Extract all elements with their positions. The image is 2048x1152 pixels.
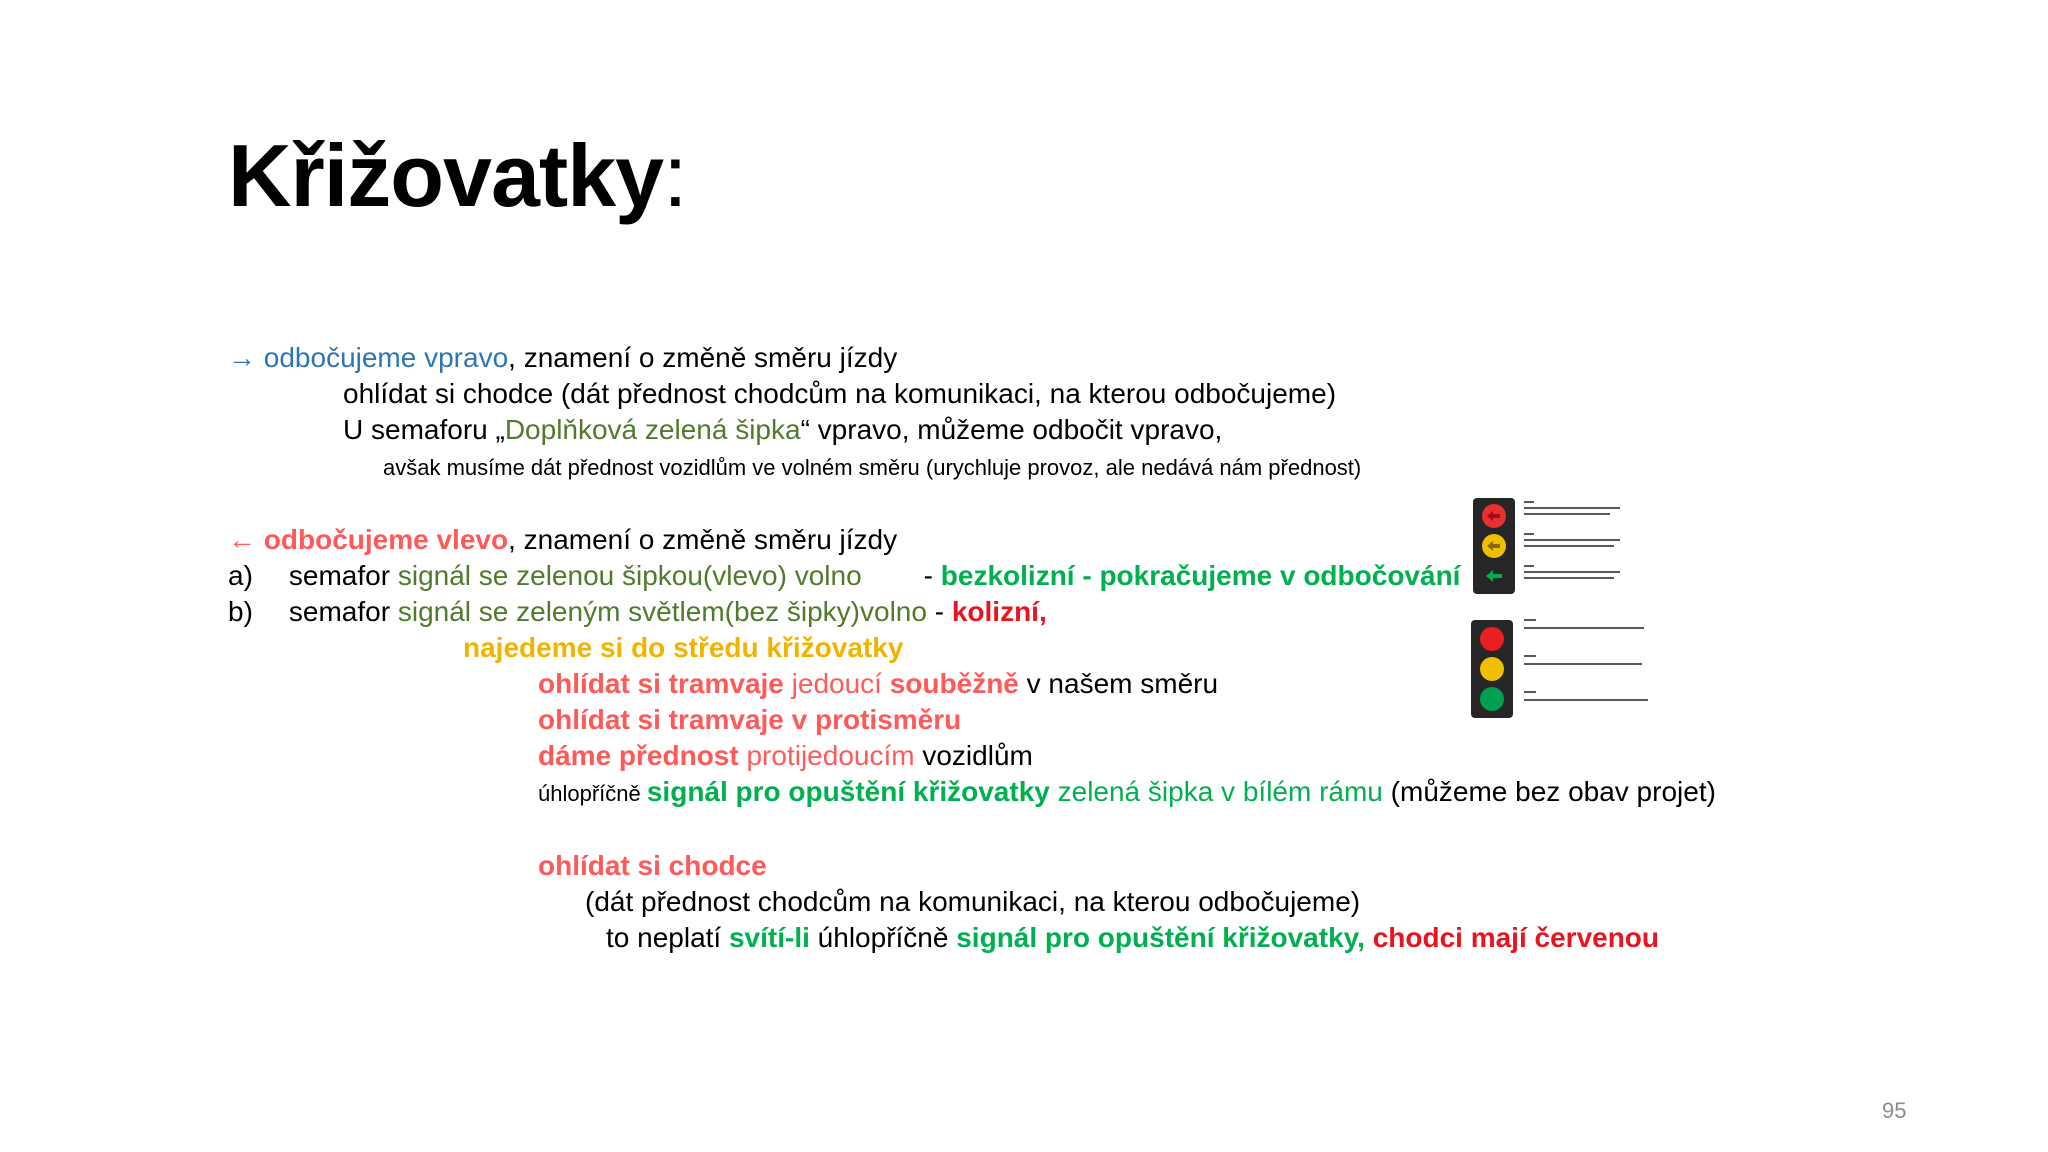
pedestrians-exception: to neplatí svítí-li úhlopříčně signál pro opuštění křižovatky, chodci mají červenou xyxy=(606,922,1660,953)
yield-oncoming: dáme přednost protijedoucím vozidlům xyxy=(538,740,1033,771)
red-lamp-icon xyxy=(1480,627,1504,651)
legend-scribble-2-icon xyxy=(1524,618,1654,714)
list-item-b: b) semafor signál se zeleným světlem(bez šipky)volno - kolizní, xyxy=(228,596,1047,627)
left-turn-heading: ← odbočujeme vlevo, znamení o změně směru jízdy xyxy=(228,524,898,555)
traffic-light-legend-2 xyxy=(1524,618,1654,716)
title-colon: : xyxy=(663,126,687,225)
right-turn-heading: → odbočujeme vpravo, znamení o změně směru jízdy xyxy=(228,342,898,373)
green-lamp-icon xyxy=(1480,687,1504,711)
green-arrow-lamp-icon xyxy=(1482,564,1506,588)
pedestrians-yield: (dát přednost chodcům na komunikaci, na kterou odbočujeme) xyxy=(585,886,1361,917)
right-turn-pedestrians: ohlídat si chodce (dát přednost chodcům na komunikaci, na kterou odbočujeme) xyxy=(343,378,1337,409)
title-text: Křižovatky xyxy=(228,126,664,225)
yellow-lamp-icon xyxy=(1480,657,1504,681)
arrow-overlays-icon xyxy=(1481,504,1507,560)
right-turn-note: avšak musíme dát přednost vozidlům ve volném směru (urychluje provoz, ale nedává nám přednost) xyxy=(383,455,1362,480)
slide-title xyxy=(228,126,687,225)
tram-opposite: ohlídat si tramvaje v protisměru xyxy=(538,704,962,735)
tram-same-direction: ohlídat si tramvaje jedoucí souběžně v našem směru xyxy=(538,668,1219,699)
right-turn-green-arrow: U semaforu „Doplňková zelená šipka“ vpravo, můžeme odbočit vpravo, xyxy=(343,414,1223,445)
traffic-light-plain xyxy=(1471,620,1513,718)
drive-to-center: najedeme si do středu křižovatky xyxy=(463,632,904,663)
traffic-light-legend-1 xyxy=(1524,500,1624,596)
diagonal-signal: úhlopříčně signál pro opuštění křižovatky zelená šipka v bílém rámu (můžeme bez obav projet) xyxy=(538,776,1716,807)
green-left-arrow-icon xyxy=(1482,564,1506,588)
page-number: 95 xyxy=(1882,1098,1907,1123)
right-arrow-icon: → xyxy=(228,342,256,373)
list-item-a: a) semafor signál se zelenou šipkou(vlevo) volno - bezkolizní - pokračujeme v odbočování xyxy=(228,560,1461,591)
left-arrow-icon: ← xyxy=(228,524,256,555)
legend-scribble-icon xyxy=(1524,500,1624,594)
watch-pedestrians: ohlídat si chodce xyxy=(538,850,767,881)
